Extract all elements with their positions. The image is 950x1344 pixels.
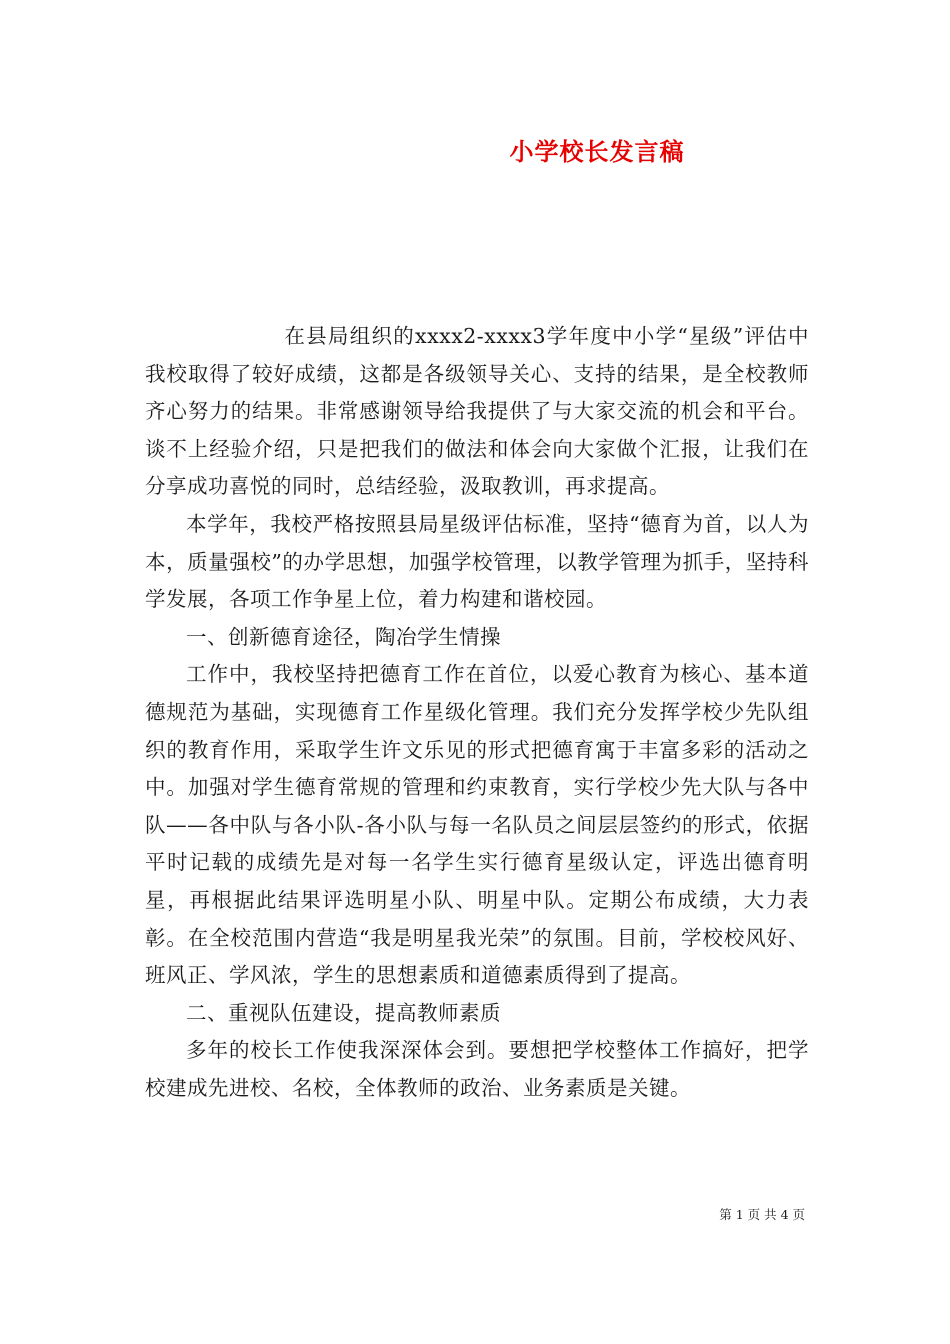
section-heading-2: 二、重视队伍建设，提高教师素质 <box>186 1000 501 1025</box>
paragraph-overview: 本学年，我校严格按照县局星级评估标准，坚持“德育为首，以人为本，质量强校”的办学思想，加强学校管理，以教学管理为抓手，坚持科学发展，各项工作争星上位，着力构建和谐校园。 <box>145 511 809 612</box>
document-body <box>145 318 809 1107</box>
document-title: 小学校长发言稿 <box>509 137 685 166</box>
page-number-footer: 第 1 页 共 4 页 <box>719 1207 805 1222</box>
section-heading-1: 一、创新德育途径，陶冶学生情操 <box>186 624 501 649</box>
paragraph-teacher-team: 多年的校长工作使我深深体会到。要想把学校整体工作搞好，把学校建成先进校、名校，全体教师的政治、业务素质是关键。 <box>145 1038 809 1100</box>
paragraph-moral-education: 工作中，我校坚持把德育工作在首位，以爱心教育为核心、基本道德规范为基础，实现德育工作星级化管理。我们充分发挥学校少先队组织的教育作用，采取学生许文乐见的形式把德育寓于丰富多彩的活动之中。加强对学生德育常规的管理和约束教育，实行学校少先大队与各中队——各中队与各小队-各小队与每一名队员之间层层签约的形式，依据平时记载的成绩先是对每一名学生实行德育星级认定，评选出德育明星，再根据此结果评选明星小队、明星中队。定期公布成绩，大力表彰。在全校范围内营造“我是明星我光荣”的氛围。目前，学校校风好、班风正、学风浓，学生的思想素质和道德素质得到了提高。 <box>145 662 809 988</box>
paragraph-intro: 在县局组织的xxxx2-xxxx3学年度中小学“星级”评估中我校取得了较好成绩，这都是各级领导关心、支持的结果，是全校教师齐心努力的结果。非常感谢领导给我提供了与大家交流的机会和平台。谈不上经验介绍，只是把我们的做法和体会向大家做个汇报，让我们在分享成功喜悦的同时，总结经验，汲取教训，再求提高。 <box>145 324 809 499</box>
